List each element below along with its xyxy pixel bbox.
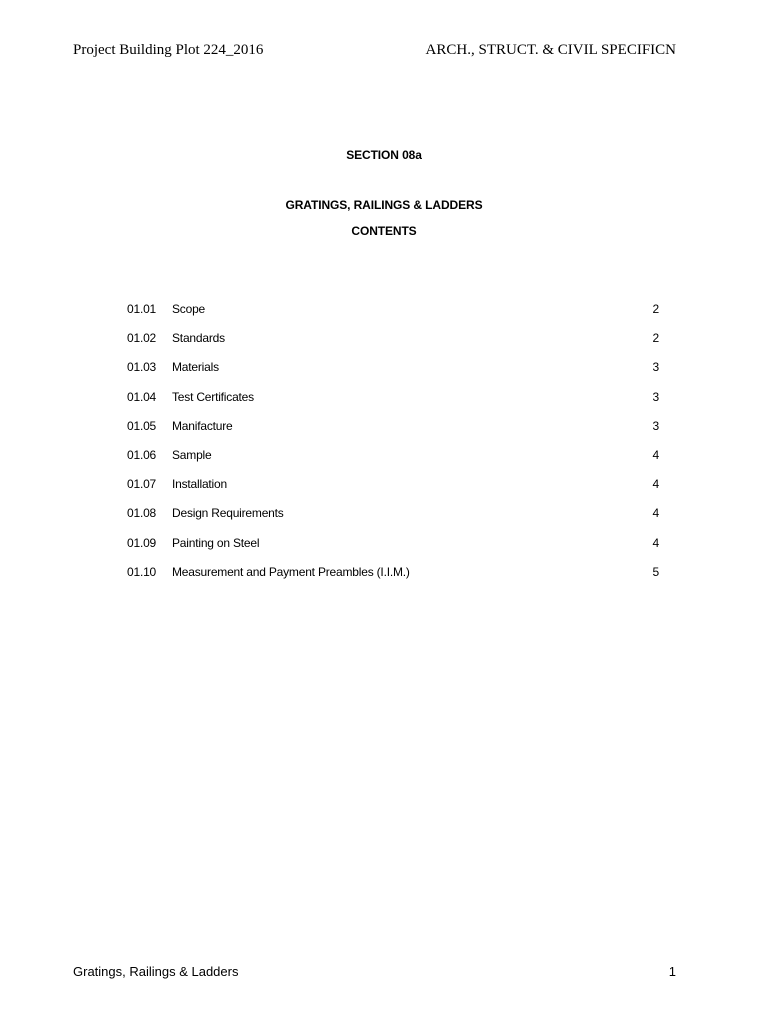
toc-entry-number: 01.04 <box>127 389 157 404</box>
toc-entry-number: 01.03 <box>127 360 157 375</box>
toc-entry <box>127 534 659 563</box>
toc-entry-page: 3 <box>652 389 659 404</box>
toc-entry-number: 01.05 <box>127 418 157 433</box>
toc-entry-title: Materials <box>172 360 219 375</box>
toc-entry-number: 01.01 <box>127 302 157 316</box>
toc-entry <box>127 417 659 446</box>
toc-entry-title: Painting on Steel <box>172 535 260 550</box>
toc-entry <box>127 300 659 329</box>
toc-entry <box>127 446 659 475</box>
toc-entry-title: Scope <box>172 302 206 316</box>
toc-entry-title: Manifacture <box>172 418 233 433</box>
footer-section-name: Gratings, Railings & Ladders <box>73 964 239 979</box>
toc-entry-number: 01.10 <box>127 564 157 579</box>
toc-entry <box>127 504 659 533</box>
table-of-contents <box>127 300 659 592</box>
toc-entry-title: Measurement and Payment Preambles (I.I.M.) <box>172 564 410 579</box>
toc-entry-page: 4 <box>652 535 659 550</box>
toc-entry-number: 01.06 <box>127 447 157 462</box>
contents-heading: CONTENTS <box>351 224 417 238</box>
toc-entry-page: 4 <box>652 447 659 462</box>
section-heading: SECTION 08a <box>346 148 422 162</box>
toc-entry-title: Design Requirements <box>172 506 284 521</box>
toc-entry-title: Installation <box>172 477 227 492</box>
toc-entry <box>127 388 659 417</box>
header-project-name: Project Building Plot 224_2016 <box>73 42 264 58</box>
footer-page-number: 1 <box>668 964 676 979</box>
toc-entry-page: 3 <box>652 418 659 433</box>
toc-entry <box>127 358 659 387</box>
toc-entry-title: Standards <box>172 331 225 346</box>
toc-entry-title: Sample <box>172 447 212 462</box>
toc-entry-page: 4 <box>652 477 659 492</box>
toc-entry-number: 01.07 <box>127 477 157 492</box>
toc-entry-number: 01.02 <box>127 331 157 346</box>
toc-entry-page: 2 <box>652 331 659 346</box>
toc-entry-page: 5 <box>652 564 659 579</box>
toc-entry-page: 4 <box>652 506 659 521</box>
toc-entry-page: 3 <box>652 360 659 375</box>
toc-entry-number: 01.08 <box>127 506 157 521</box>
toc-entry <box>127 563 659 592</box>
header-spec-title: ARCH., STRUCT. & CIVIL SPECIFICN <box>425 42 676 58</box>
toc-entry <box>127 329 659 358</box>
toc-entry <box>127 475 659 504</box>
toc-entry-page: 2 <box>652 302 659 316</box>
document-title: GRATINGS, RAILINGS & LADDERS <box>285 198 483 212</box>
toc-entry-title: Test Certificates <box>172 389 254 404</box>
toc-entry-number: 01.09 <box>127 535 157 550</box>
